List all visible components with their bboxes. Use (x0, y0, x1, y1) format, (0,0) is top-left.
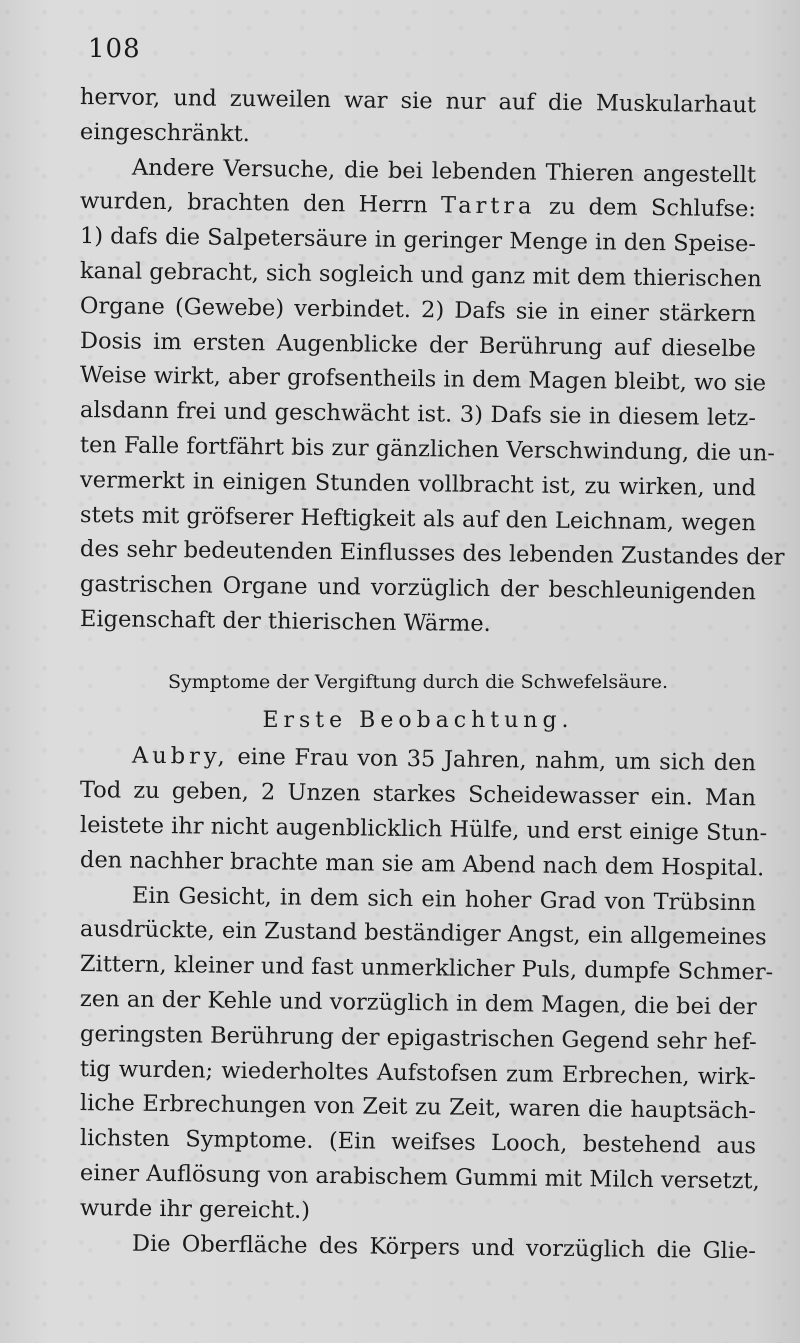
text-line: zen an der Kehle und vorzüglich in dem Magen, die bei der (79, 985, 757, 1021)
text-line: einer Auflösung von arabischem Gummi mit Milch versetzt, (79, 1159, 760, 1195)
text-line: Organe (Gewebe) verbindet. 2) Dafs sie in einer stärkern (79, 292, 757, 328)
page-number: 108 (88, 34, 141, 64)
text-line: Zittern, kleiner und fast unmerklicher Puls, dumpfe Schmer- (79, 951, 774, 986)
text-line: alsdann frei und geschwächt ist. 3) Dafs sie in diesem letz- (79, 397, 757, 432)
text-line: 1) dafs die Salpetersäure in geringer Menge in den Speise- (79, 223, 757, 258)
text-line: Eigenschaft der thierischen Wärme. (79, 605, 491, 637)
text-line: geringsten Berührung der epigastrischen Gegend sehr hef- (79, 1020, 757, 1055)
text-fragment: wurden, brachten den Herrn (79, 188, 428, 219)
body-text (79, 80, 785, 1264)
subsection-title: Erste Beobachtung. (262, 707, 574, 733)
text-line: stets mit gröfserer Heftigkeit als auf den Leichnam, wegen (79, 501, 757, 536)
text-line: eingeschränkt. (79, 118, 251, 147)
section-title: Symptome der Vergiftung durch die Schwefelsäure. (167, 670, 669, 693)
person-name: Aubry, (131, 742, 229, 771)
text-line: ten Falle fortfährt bis zur gänzlichen Verschwindung, die un- (79, 431, 776, 467)
text-line: des sehr bedeutenden Einflusses des lebenden Zustandes der (79, 536, 785, 571)
text-line: gastrischen Organe und vorzüglich der beschleunigenden (79, 571, 757, 606)
person-name: Tartra (440, 192, 536, 220)
text-fragment: eine Frau von 35 Jahren, nahm, um sich den (237, 744, 757, 777)
text-line: Tod zu geben, 2 Unzen starkes Scheidewasser ein. Man (79, 777, 757, 812)
text-line: lichsten Symptome. (Ein weifses Looch, bestehend aus (79, 1125, 757, 1160)
text-line: hervor, und zuweilen war sie nur auf die Muskularhaut (79, 84, 757, 119)
text-line: Ein Gesicht, in dem sich ein hoher Grad von Trübsinn (131, 882, 757, 916)
text-line: Die Oberfläche des Körpers und vorzüglich die Glie- (131, 1230, 757, 1264)
text-line: den nachher brachte man sie am Abend nach dem Hospital. (79, 846, 765, 882)
text-line: liche Erbrechungen von Zeit zu Zeit, waren die hauptsäch- (79, 1090, 757, 1125)
text-line: Dosis im ersten Augenblicke der Berührung auf dieselbe (79, 327, 757, 362)
text-line: wurde ihr gereicht.) (79, 1194, 311, 1224)
text-line: leistete ihr nicht augenblicklich Hülfe, und erst einige Stun- (79, 811, 768, 847)
text-line: ausdrückte, ein Zustand beständiger Angst, ein allgemeines (79, 916, 767, 951)
text-line: Weise wirkt, aber grofsentheils in dem Magen bleibt, wo sie (79, 362, 767, 397)
text-line: kanal gebracht, sich sogleich und ganz mit dem thierischen (79, 257, 762, 293)
text-fragment: zu dem Schlufse: (548, 194, 757, 223)
text-line: Andere Versuche, die bei lebenden Thieren angestellt (131, 154, 757, 188)
text-line: vermerkt in einigen Stunden vollbracht ist, zu wirken, und (79, 466, 757, 502)
text-line: tig wurden; wiederholtes Aufstofsen zum Erbrechen, wirk- (79, 1055, 757, 1090)
